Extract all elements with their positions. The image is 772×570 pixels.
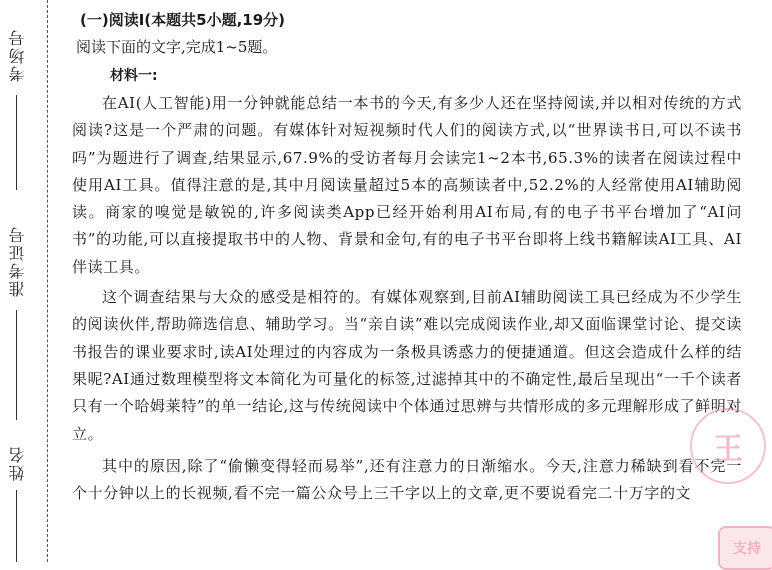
reading-passage — [72, 2, 742, 507]
ticket-number-label: 准考证号 — [8, 225, 27, 297]
ticket-number-field[interactable] — [16, 310, 17, 420]
watermark-stamp — [690, 408, 766, 484]
paragraph-2: 这个调查结果与大众的感受是相符的。有媒体观察到,目前AI辅助阅读工具已经成为不少学生的阅读伙伴,帮助筛选信息、辅助学习。当“亲自读”难以完成阅读作业,却又面临课堂讨论、提交读书报告的课业要求时,读AI处理过的内容成为一条极具诱惑力的便捷通道。但这会造成什么样的结果呢?AI通过数理模型将文本简化为可量化的标签,过滤掉其中的不确定性,最后呈现出“一千个读者只有一个哈姆莱特”的单一结论,这与传统阅读中个体通过思辨与共情形成的多元理解形成了鲜明对立。 — [72, 288, 742, 443]
watermark-badge — [718, 526, 772, 570]
paragraph-3: 其中的原因,除了“偷懒变得轻而易举”,还有注意力的日渐缩水。今天,注意力稀缺到看不完一个十分钟以上的长视频,看不完一篇公众号上三千字以上的文章,更不要说看完二十万字的文 — [72, 456, 742, 503]
binding-margin — [0, 0, 58, 562]
name-field[interactable] — [16, 490, 17, 562]
exam-room-number-field[interactable] — [16, 95, 17, 190]
section-title: (一)阅读Ⅰ(本题共5小题,19分) — [80, 11, 286, 29]
instructions: 阅读下面的文字,完成1~5题。 — [76, 38, 278, 56]
watermark-badge-text: 支持 — [733, 541, 761, 557]
exam-room-number-label: 考场号 — [8, 28, 27, 82]
material-label: 材料一: — [110, 68, 158, 84]
name-label: 姓名 — [8, 445, 27, 481]
paragraph-1: 在AI(人工智能)用一分钟就能总结一本书的今天,有多少人还在坚持阅读,并以相对传统的方式阅读?这是一个严肃的问题。有媒体针对短视频时代人们的阅读方式,以“世界读书日,可以不读书吗”为题进行了调查,结果显示,67.9%的受访者每月会读完1~2本书,65.3%的读者在阅读过程中使用AI工具。值得注意的是,其中月阅读量超过5本的高频读者中,52.2%的人经常使用AI辅助阅读。商家的嗅觉是敏锐的,许多阅读类App已经开始利用AI布局,有的电子书平台增加了“AI问书”的功能,可以直接提取书中的人物、背景和金句,有的电子书平台即将上线书籍解读AI工具、AI伴读工具。 — [72, 94, 742, 276]
cut-line — [47, 0, 48, 562]
watermark-stamp-text: 王 — [713, 432, 743, 467]
